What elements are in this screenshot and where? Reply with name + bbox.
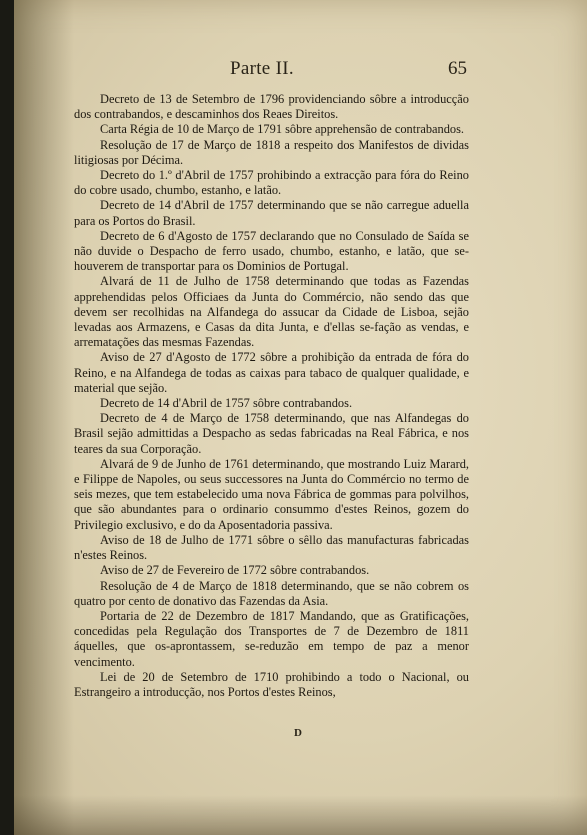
entry-decreto-1758-sedas: Decreto de 4 de Março de 1758 determinando, que nas Alfandegas do Brasil sejão admittidas a Despacho as sedas fabricadas na Real Fábrica, e nos teares da sua Corporação.	[74, 411, 469, 456]
entry-alvara-1761: Alvará de 9 de Junho de 1761 determinando, que mostrando Luiz Marard, e Filippe de Napoles, ou seus successores na Junta do Commércio no termo de seis mezes, que tem estabelecido uma nova Fábrica de gommas para polvilhos, que são abundantes para o ordinario consummo d'estes Reinos, gozem do Privilegio exclusivo, e do da Aposentadoria passiva.	[74, 456, 469, 532]
entry-decreto-1796: Decreto de 13 de Setembro de 1796 providenciando sôbre a introducção dos contrabandos, e descaminhos dos Reaes Direitos.	[74, 92, 469, 122]
entry-aviso-1772-tabaco: Aviso de 27 d'Agosto de 1772 sôbre a prohibição da entrada de fóra do Reino, e na Alfandega de todas as caixas para tabaco de qualquer qualidade, e material que sejão.	[74, 350, 469, 395]
entry-aviso-1771: Aviso de 18 de Julho de 1771 sôbre o sêllo das manufacturas fabricadas n'estes Reinos.	[74, 532, 469, 563]
page-number: 65	[448, 58, 467, 79]
book-page	[14, 0, 587, 835]
entry-alvara-1758: Alvará de 11 de Julho de 1758 determinando que todas as Fazendas apprehendidas pelos Officiaes da Junta do Commércio, não sendo das que devem ser recolhidas na Alfandega do assucar da Cidade de Lisboa, sejão levadas aos Armazens, e Casas da dita Junta, e d'ellas se-fação as vendas, e arrematações das mesmas Fazendas.	[74, 274, 469, 350]
entry-resolucao-1818-asia: Resolução de 4 de Março de 1818 determinando, que se não cobrem os quatro por cento de donativo das Fazendas da Asia.	[74, 578, 469, 608]
body-text	[74, 92, 469, 700]
entry-decreto-1757-aduella: Decreto de 14 d'Abril de 1757 determinando que se não carregue aduella para os Portos do Brasil.	[74, 198, 469, 228]
entry-carta-regia-1791: Carta Régia de 10 de Março de 1791 sôbre apprehensão de contrabandos.	[100, 122, 465, 137]
entry-decreto-1757-ferro: Decreto de 6 d'Agosto de 1757 declarando que no Consulado de Saída se não duvide o Despacho de ferro usado, chumbo, estanho, e latão, que se-houverem de transportar para os Dominios de Portugal.	[74, 228, 469, 274]
entry-portaria-1817: Portaria de 22 de Dezembro de 1817 Mandando, que as Gratificações, concedidas pela Regulação dos Transportes de 7 de Dezembro de 1811 áquelles, que os-aprontassem, se-reduzão em tempo de paz a menor vencimento.	[74, 608, 469, 669]
entry-lei-1710: Lei de 20 de Setembro de 1710 prohibindo a todo o Nacional, ou Estrangeiro a introducção, nos Portos d'estes Reinos,	[74, 669, 469, 699]
entry-decreto-1757-cobre: Decreto do 1.º d'Abril de 1757 prohibindo a extracção para fóra do Reino do cobre usado, chumbo, estanho, e latão.	[74, 168, 469, 198]
entry-decreto-1757-contrabandos: Decreto de 14 d'Abril de 1757 sôbre contrabandos.	[100, 396, 353, 411]
entry-resolucao-1818-manifestos: Resolução de 17 de Março de 1818 a respeito dos Manifestos de dividas litigiosas por Décima.	[74, 137, 469, 167]
running-head: Parte II.	[230, 58, 294, 79]
signature-mark: D	[294, 727, 302, 739]
page-header	[14, 58, 587, 86]
entry-aviso-1772-contrabandos: Aviso de 27 de Fevereiro de 1772 sôbre contrabandos.	[100, 563, 370, 578]
